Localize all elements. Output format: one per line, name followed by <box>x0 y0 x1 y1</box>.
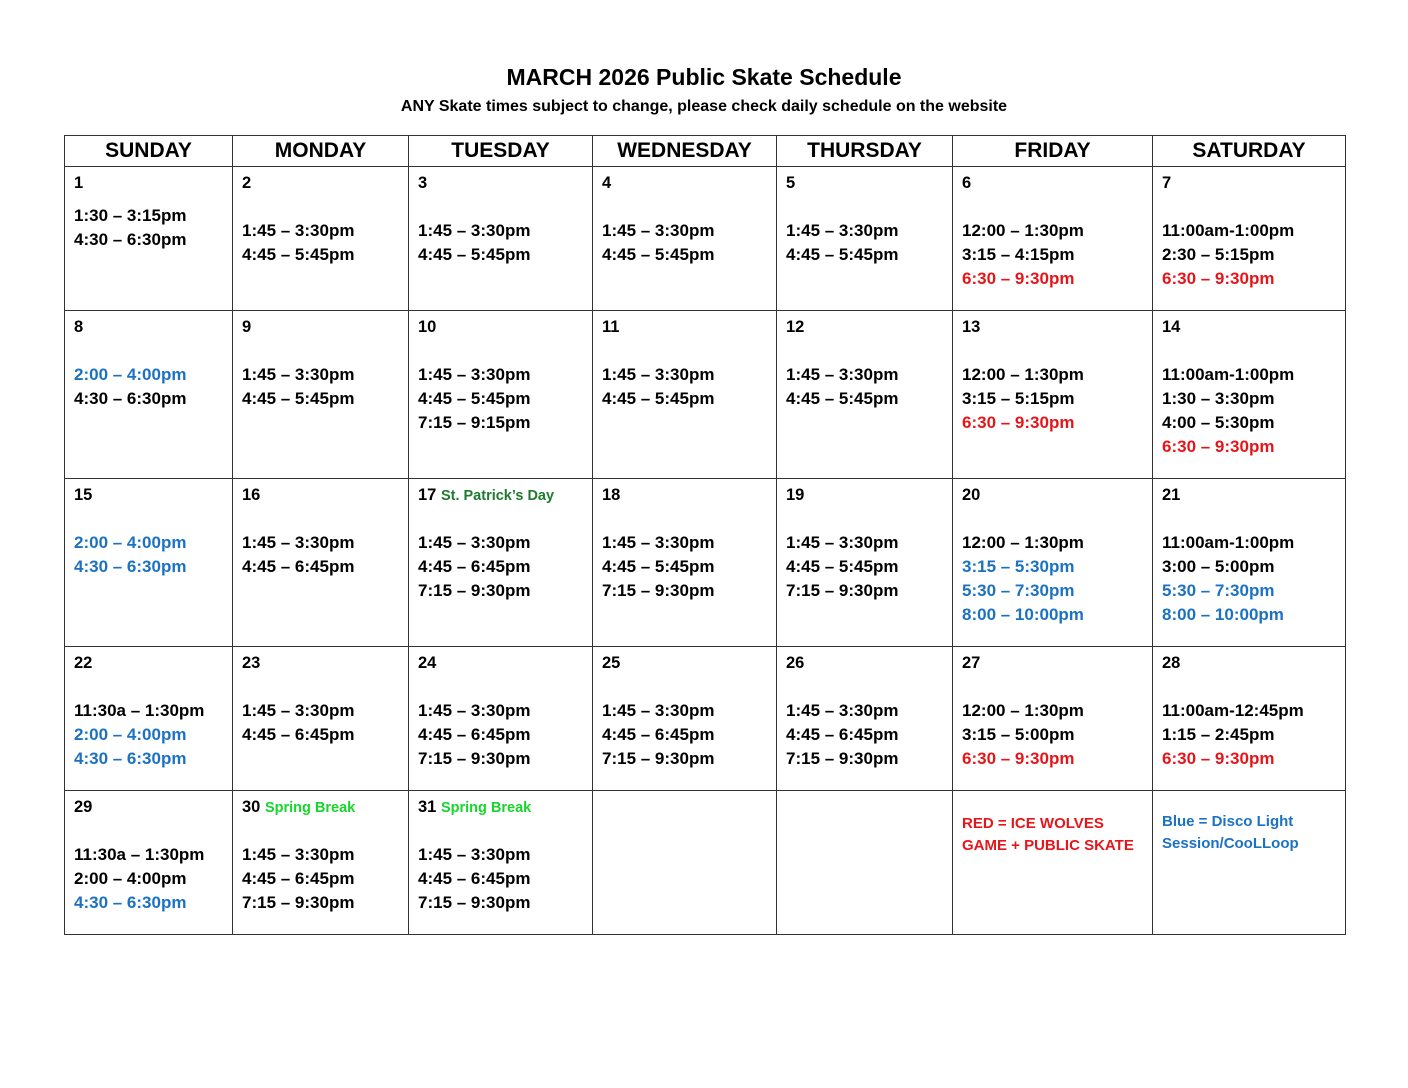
session-times <box>1162 531 1336 627</box>
session-times <box>74 204 223 252</box>
session-times <box>786 219 943 267</box>
day-number: 11 <box>602 318 620 336</box>
day-number-row <box>1162 483 1336 507</box>
day-number: 25 <box>602 654 621 672</box>
session-time: 6:30 – 9:30pm <box>962 413 1075 432</box>
legend-line: Blue = Disco Light <box>1162 813 1294 830</box>
day-number: 1 <box>74 174 84 192</box>
session-time: 11:00am-1:00pm <box>1162 365 1295 384</box>
holiday-note: Spring Break <box>264 800 356 816</box>
empty-day-cell <box>777 791 953 935</box>
session-time: 6:30 – 9:30pm <box>962 269 1075 288</box>
day-cell-28 <box>1153 647 1346 791</box>
day-number: 13 <box>962 318 981 336</box>
session-times <box>786 699 943 771</box>
session-time: 1:45 – 3:30pm <box>418 365 531 384</box>
day-cell-4 <box>593 167 777 311</box>
day-cell-18 <box>593 479 777 647</box>
session-time: 4:45 – 5:45pm <box>418 389 531 408</box>
day-number-row <box>602 651 767 675</box>
weekday-header-friday: FRIDAY <box>953 136 1153 167</box>
session-time: 3:15 – 5:30pm <box>962 557 1075 576</box>
session-time: 1:45 – 3:30pm <box>418 221 531 240</box>
session-times <box>786 363 943 411</box>
day-number: 24 <box>418 654 437 672</box>
day-cell-8 <box>65 311 233 479</box>
day-number: 2 <box>242 174 252 192</box>
legend-red <box>962 813 1143 857</box>
session-times <box>418 699 583 771</box>
day-cell-15 <box>65 479 233 647</box>
session-time: 4:45 – 6:45pm <box>418 557 531 576</box>
session-time: 4:45 – 5:45pm <box>418 245 531 264</box>
weekday-header-tuesday: TUESDAY <box>409 136 593 167</box>
session-time: 1:45 – 3:30pm <box>418 845 531 864</box>
session-times <box>962 219 1143 291</box>
session-time: 1:45 – 3:30pm <box>242 365 355 384</box>
day-number: 23 <box>242 654 261 672</box>
session-time: 4:45 – 5:45pm <box>786 389 899 408</box>
session-time: 4:45 – 5:45pm <box>602 245 715 264</box>
session-time: 2:30 – 5:15pm <box>1162 245 1275 264</box>
day-number-row <box>74 483 223 507</box>
day-number: 31 <box>418 798 437 816</box>
session-time: 4:45 – 5:45pm <box>242 389 355 408</box>
session-time: 2:00 – 4:00pm <box>74 869 187 888</box>
session-time: 11:00am-1:00pm <box>1162 533 1295 552</box>
day-number: 7 <box>1162 174 1172 192</box>
week-row <box>65 647 1346 791</box>
day-number-row <box>786 171 943 195</box>
session-times <box>602 363 767 411</box>
day-cell-14 <box>1153 311 1346 479</box>
week-row <box>65 311 1346 479</box>
day-number: 26 <box>786 654 805 672</box>
session-time: 7:15 – 9:30pm <box>786 749 899 768</box>
session-times <box>786 531 943 603</box>
session-time: 11:00am-1:00pm <box>1162 221 1295 240</box>
page-title: MARCH 2026 Public Skate Schedule <box>506 64 902 90</box>
day-number: 30 <box>242 798 261 816</box>
day-cell-5 <box>777 167 953 311</box>
day-number: 15 <box>74 486 93 504</box>
day-cell-24 <box>409 647 593 791</box>
session-time: 11:30a – 1:30pm <box>74 701 205 720</box>
session-time: 2:00 – 4:00pm <box>74 365 187 384</box>
day-cell-25 <box>593 647 777 791</box>
day-number-row <box>418 315 583 339</box>
session-time: 8:00 – 10:00pm <box>962 605 1084 624</box>
session-times <box>74 531 223 579</box>
legend-cell <box>953 791 1153 935</box>
session-time: 1:45 – 3:30pm <box>602 365 715 384</box>
session-time: 7:15 – 9:30pm <box>602 581 715 600</box>
day-number: 3 <box>418 174 428 192</box>
day-number-row <box>962 171 1143 195</box>
session-time: 4:45 – 6:45pm <box>242 725 355 744</box>
day-cell-16 <box>233 479 409 647</box>
day-cell-12 <box>777 311 953 479</box>
session-time: 1:45 – 3:30pm <box>786 533 899 552</box>
session-time: 4:45 – 6:45pm <box>602 725 715 744</box>
session-time: 4:30 – 6:30pm <box>74 893 187 912</box>
session-time: 12:00 – 1:30pm <box>962 701 1084 720</box>
day-cell-29 <box>65 791 233 935</box>
session-time: 4:45 – 6:45pm <box>242 869 355 888</box>
day-number-row <box>418 651 583 675</box>
session-time: 8:00 – 10:00pm <box>1162 605 1284 624</box>
session-times <box>602 531 767 603</box>
legend-line: Session/CooLLoop <box>1162 835 1299 852</box>
day-number-row <box>74 315 223 339</box>
session-time: 7:15 – 9:30pm <box>242 893 355 912</box>
day-cell-1 <box>65 167 233 311</box>
day-number-row <box>242 171 399 195</box>
day-number-row <box>242 315 399 339</box>
session-time: 12:00 – 1:30pm <box>962 533 1084 552</box>
weekday-header-sunday: SUNDAY <box>65 136 233 167</box>
day-number-row <box>962 651 1143 675</box>
session-time: 4:45 – 6:45pm <box>418 725 531 744</box>
session-time: 1:30 – 3:15pm <box>74 206 187 225</box>
session-time: 1:45 – 3:30pm <box>602 701 715 720</box>
day-number-row <box>242 483 399 507</box>
weekday-header-thursday: THURSDAY <box>777 136 953 167</box>
session-time: 3:15 – 5:15pm <box>962 389 1075 408</box>
day-number: 14 <box>1162 318 1181 336</box>
session-time: 1:45 – 3:30pm <box>602 221 715 240</box>
session-time: 4:45 – 5:45pm <box>602 557 715 576</box>
session-time: 12:00 – 1:30pm <box>962 365 1084 384</box>
day-number: 6 <box>962 174 972 192</box>
day-cell-2 <box>233 167 409 311</box>
session-time: 7:15 – 9:30pm <box>418 581 531 600</box>
session-times <box>242 219 399 267</box>
day-cell-30 <box>233 791 409 935</box>
day-number-row <box>602 315 767 339</box>
day-cell-3 <box>409 167 593 311</box>
session-time: 6:30 – 9:30pm <box>1162 269 1275 288</box>
session-time: 1:45 – 3:30pm <box>602 533 715 552</box>
session-time: 5:30 – 7:30pm <box>1162 581 1275 600</box>
day-cell-17 <box>409 479 593 647</box>
session-times <box>242 699 399 747</box>
session-times <box>1162 219 1336 291</box>
session-time: 4:45 – 6:45pm <box>418 869 531 888</box>
session-time: 4:45 – 6:45pm <box>242 557 355 576</box>
day-number: 18 <box>602 486 621 504</box>
session-time: 1:45 – 3:30pm <box>786 701 899 720</box>
session-time: 7:15 – 9:30pm <box>602 749 715 768</box>
session-time: 7:15 – 9:30pm <box>418 749 531 768</box>
session-time: 4:30 – 6:30pm <box>74 389 187 408</box>
session-time: 4:30 – 6:30pm <box>74 557 187 576</box>
day-cell-10 <box>409 311 593 479</box>
session-times <box>962 699 1143 771</box>
session-times <box>962 531 1143 627</box>
day-number-row <box>962 483 1143 507</box>
calendar-table <box>64 135 1346 935</box>
week-row <box>65 479 1346 647</box>
day-number: 17 <box>418 486 437 504</box>
session-time: 4:00 – 5:30pm <box>1162 413 1275 432</box>
weekday-header-saturday: SATURDAY <box>1153 136 1346 167</box>
session-times <box>242 843 399 915</box>
session-time: 1:45 – 3:30pm <box>242 701 355 720</box>
session-times <box>242 363 399 411</box>
day-number: 4 <box>602 174 612 192</box>
session-time: 7:15 – 9:30pm <box>418 893 531 912</box>
session-time: 3:00 – 5:00pm <box>1162 557 1275 576</box>
legend-line: RED = ICE WOLVES <box>962 815 1104 832</box>
session-times <box>418 843 583 915</box>
legend-cell <box>1153 791 1346 935</box>
page-subtitle: ANY Skate times subject to change, please check daily schedule on the website <box>400 98 1008 115</box>
legend-line: GAME + PUBLIC SKATE <box>962 837 1134 854</box>
weekday-header-monday: MONDAY <box>233 136 409 167</box>
day-number-row <box>786 483 943 507</box>
session-times <box>418 219 583 267</box>
day-number-row <box>962 315 1143 339</box>
day-number-row <box>418 795 583 819</box>
session-times <box>74 699 223 771</box>
session-time: 4:45 – 5:45pm <box>786 245 899 264</box>
session-time: 1:45 – 3:30pm <box>786 221 899 240</box>
day-cell-27 <box>953 647 1153 791</box>
session-times <box>242 531 399 579</box>
day-number-row <box>242 651 399 675</box>
day-number-row <box>1162 171 1336 195</box>
day-number: 28 <box>1162 654 1181 672</box>
session-time: 1:45 – 3:30pm <box>242 845 355 864</box>
weekday-header-row <box>65 136 1346 167</box>
day-number-row <box>74 795 223 819</box>
day-cell-9 <box>233 311 409 479</box>
day-number: 10 <box>418 318 437 336</box>
day-cell-21 <box>1153 479 1346 647</box>
day-number: 19 <box>786 486 805 504</box>
session-time: 11:30a – 1:30pm <box>74 845 205 864</box>
day-number: 22 <box>74 654 93 672</box>
session-time: 3:15 – 4:15pm <box>962 245 1075 264</box>
day-cell-19 <box>777 479 953 647</box>
day-number: 5 <box>786 174 796 192</box>
session-time: 6:30 – 9:30pm <box>1162 749 1275 768</box>
day-number-row <box>786 315 943 339</box>
session-time: 6:30 – 9:30pm <box>1162 437 1275 456</box>
session-time: 1:15 – 2:45pm <box>1162 725 1275 744</box>
legend-blue <box>1162 811 1336 855</box>
holiday-note: St. Patrick’s Day <box>440 488 555 504</box>
session-time: 12:00 – 1:30pm <box>962 221 1084 240</box>
day-number: 16 <box>242 486 261 504</box>
day-number-row <box>602 483 767 507</box>
session-time: 7:15 – 9:30pm <box>786 581 899 600</box>
day-number-row <box>418 171 583 195</box>
session-time: 3:15 – 5:00pm <box>962 725 1075 744</box>
day-cell-26 <box>777 647 953 791</box>
day-number: 27 <box>962 654 981 672</box>
session-time: 6:30 – 9:30pm <box>962 749 1075 768</box>
day-cell-22 <box>65 647 233 791</box>
session-time: 5:30 – 7:30pm <box>962 581 1075 600</box>
session-times <box>418 363 583 435</box>
day-cell-11 <box>593 311 777 479</box>
day-number-row <box>786 651 943 675</box>
day-number-row <box>418 483 583 507</box>
day-number-row <box>602 171 767 195</box>
session-time: 4:30 – 6:30pm <box>74 230 187 249</box>
session-time: 4:45 – 5:45pm <box>602 389 715 408</box>
session-time: 1:30 – 3:30pm <box>1162 389 1275 408</box>
day-cell-6 <box>953 167 1153 311</box>
session-time: 2:00 – 4:00pm <box>74 533 187 552</box>
holiday-note: Spring Break <box>440 800 532 816</box>
day-cell-31 <box>409 791 593 935</box>
session-time: 1:45 – 3:30pm <box>242 221 355 240</box>
session-time: 4:45 – 5:45pm <box>786 557 899 576</box>
session-time: 1:45 – 3:30pm <box>242 533 355 552</box>
session-time: 2:00 – 4:00pm <box>74 725 187 744</box>
calendar-body <box>65 167 1346 935</box>
week-row <box>65 791 1346 935</box>
session-times <box>602 699 767 771</box>
session-time: 1:45 – 3:30pm <box>418 701 531 720</box>
session-times <box>1162 699 1336 771</box>
day-number: 20 <box>962 486 981 504</box>
week-row <box>65 167 1346 311</box>
day-number: 21 <box>1162 486 1181 504</box>
day-number: 8 <box>74 318 84 336</box>
day-number-row <box>1162 315 1336 339</box>
session-times <box>1162 363 1336 459</box>
day-cell-20 <box>953 479 1153 647</box>
day-number-row <box>74 171 223 195</box>
day-cell-13 <box>953 311 1153 479</box>
day-number: 9 <box>242 318 252 336</box>
day-number-row <box>1162 651 1336 675</box>
weekday-header-wednesday: WEDNESDAY <box>593 136 777 167</box>
day-cell-7 <box>1153 167 1346 311</box>
day-number-row <box>242 795 399 819</box>
session-time: 11:00am-12:45pm <box>1162 701 1304 720</box>
session-times <box>74 843 223 915</box>
session-time: 1:45 – 3:30pm <box>786 365 899 384</box>
empty-day-cell <box>593 791 777 935</box>
day-number-row <box>74 651 223 675</box>
day-number: 12 <box>786 318 805 336</box>
session-times <box>74 363 223 411</box>
session-times <box>602 219 767 267</box>
session-time: 4:45 – 5:45pm <box>242 245 355 264</box>
day-number: 29 <box>74 798 93 816</box>
day-cell-23 <box>233 647 409 791</box>
session-time: 1:45 – 3:30pm <box>418 533 531 552</box>
session-time: 4:30 – 6:30pm <box>74 749 187 768</box>
session-time: 7:15 – 9:15pm <box>418 413 531 432</box>
session-times <box>962 363 1143 435</box>
session-time: 4:45 – 6:45pm <box>786 725 899 744</box>
session-times <box>418 531 583 603</box>
